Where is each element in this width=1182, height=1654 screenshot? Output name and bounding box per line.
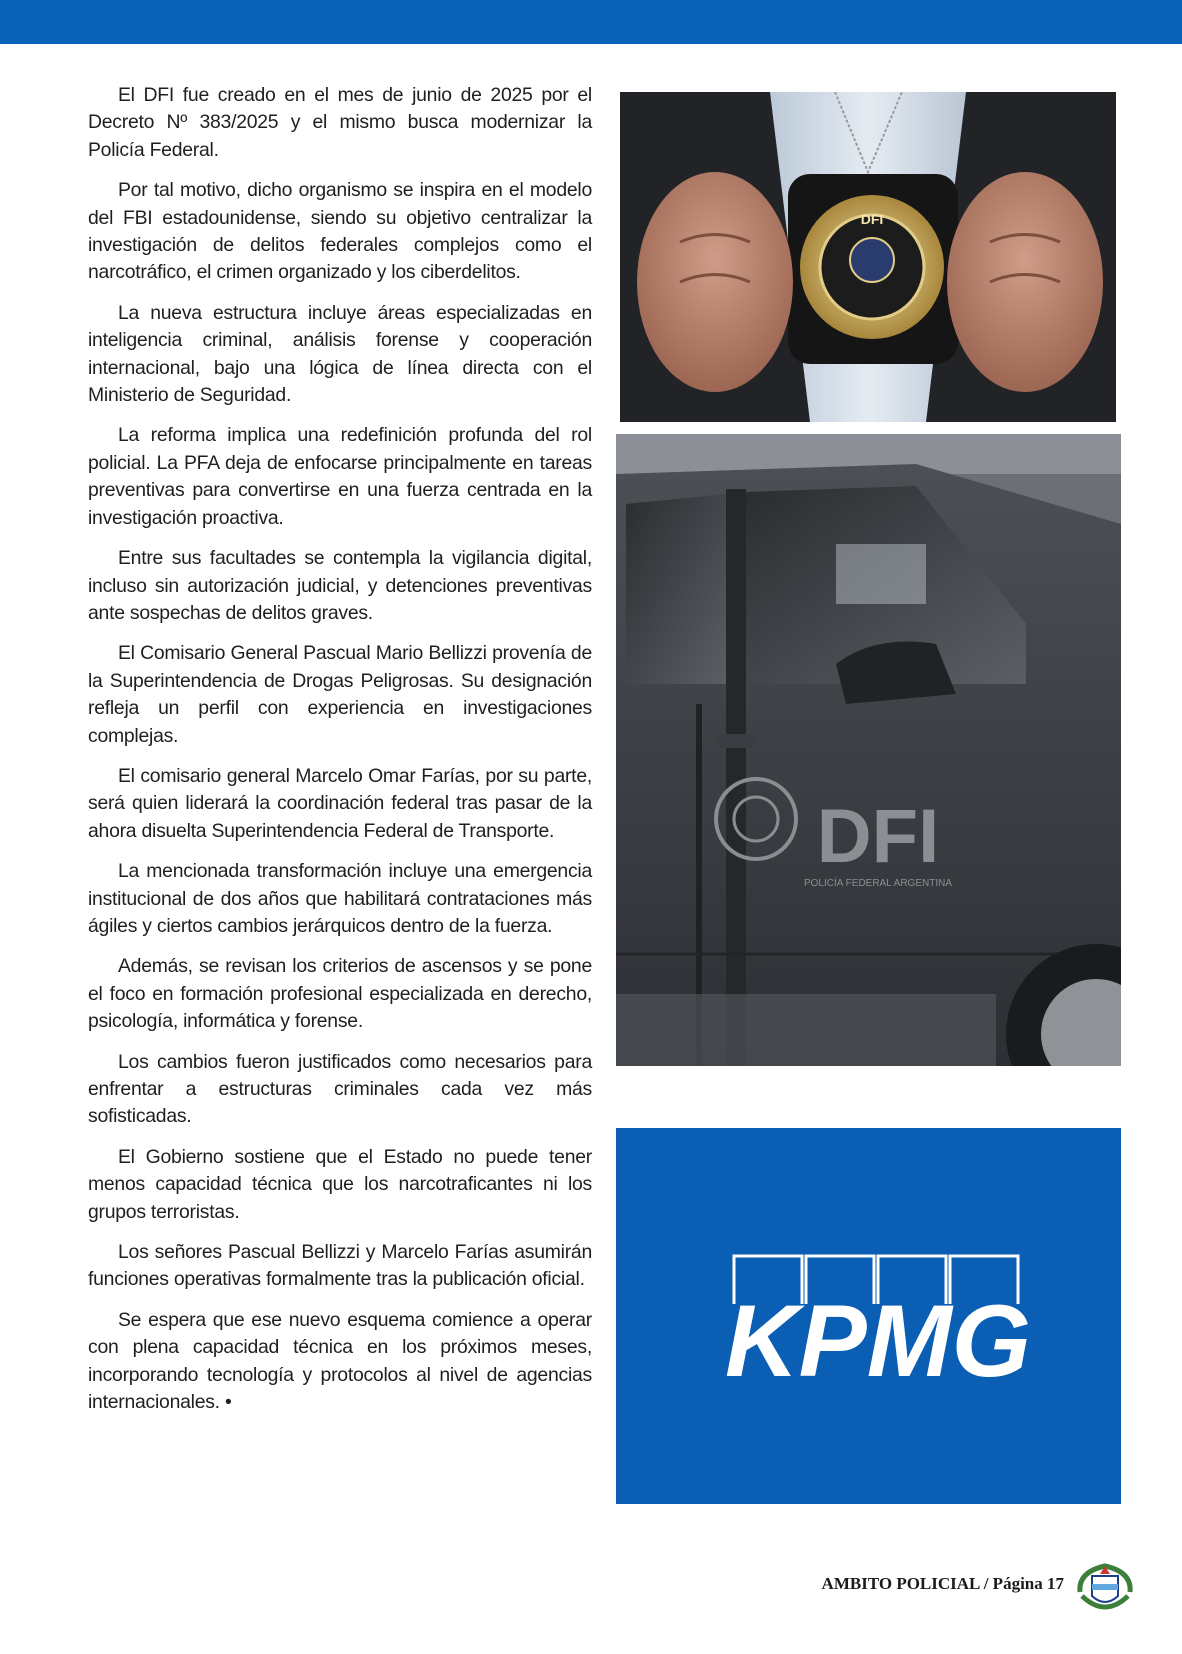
paragraph: El comisario general Marcelo Omar Farías, por su parte, será quien liderará la coordinación federal tras pasar de la ahora disuelta Superintendencia Federal de Transporte. [88,764,592,842]
paragraph: El DFI fue creado en el mes de junio de 2025 por el Decreto Nº 383/2025 y el mismo busca modernizar la Policía Federal. [88,84,592,161]
svg-text:POLICÍA FEDERAL ARGENTINA: POLICÍA FEDERAL ARGENTINA [803,878,953,889]
paragraph: Los señores Pascual Bellizzi y Marcelo Farías asumirán funciones operativas formalmente tras la publicación oficial. [88,1241,592,1291]
paragraph: La nueva estructura incluye áreas especializadas en inteligencia criminal, análisis forense y cooperación internacional, bajo una lógica de línea directa con el Ministerio de Seguridad. [88,301,592,407]
paragraph: Se espera que ese nuevo esquema comience a operar con plena capacidad técnica en los próximos meses, incorporando tecnología y protocolos al nivel de agencias internacionales. • [88,1307,592,1417]
top-color-band [0,0,1182,44]
kpmg-advertisement [616,1128,1121,1504]
svg-text:DFI: DFI [860,211,884,227]
police-emblem-icon [1074,1562,1136,1620]
paragraph: Por tal motivo, dicho organismo se inspira en el modelo del FBI estadounidense, siendo su objetivo centralizar la investigación de delitos federales complejos como el narcotráfico, el crimen organizado y los ciberdelitos. [88,179,592,284]
article-body [88,82,592,1429]
badge-photo [620,92,1116,422]
paragraph: Además, se revisan los criterios de ascensos y se pone el foco en formación profesional especializada en derecho, psicología, informática y forense. [88,955,592,1033]
paragraph: La reforma implica una redefinición profunda del rol policial. La PFA deja de enfocarse principalmente en tareas preventivas para convertirse en una fuerza centrada en la investigación proactiva. [88,424,592,529]
page-footer: AMBITO POLICIAL / Página 17 [821,1574,1064,1593]
car-photo [616,434,1121,1066]
svg-text:DFI: DFI [816,794,940,879]
paragraph: El Comisario General Pascual Mario Bellizzi provenía de la Superintendencia de Drogas Peligrosas. Su designación refleja un perfil con experiencia en investigaciones complejas. [88,642,592,747]
paragraph: Los cambios fueron justificados como necesarios para enfrentar a estructuras criminales cada vez más sofisticadas. [88,1050,592,1128]
paragraph: Entre sus facultades se contempla la vigilancia digital, incluso sin autorización judicial, y detenciones preventivas ante sospechas de delitos graves. [88,547,592,624]
kpmg-logo: KPMG [725,1284,1031,1398]
paragraph: El Gobierno sostiene que el Estado no puede tener menos capacidad técnica que los narcotraficantes ni los grupos terroristas. [88,1145,592,1223]
paragraph: La mencionada transformación incluye una emergencia institucional de dos años que habilitará contrataciones más ágiles y ciertos cambios jerárquicos dentro de la fuerza. [88,860,592,937]
